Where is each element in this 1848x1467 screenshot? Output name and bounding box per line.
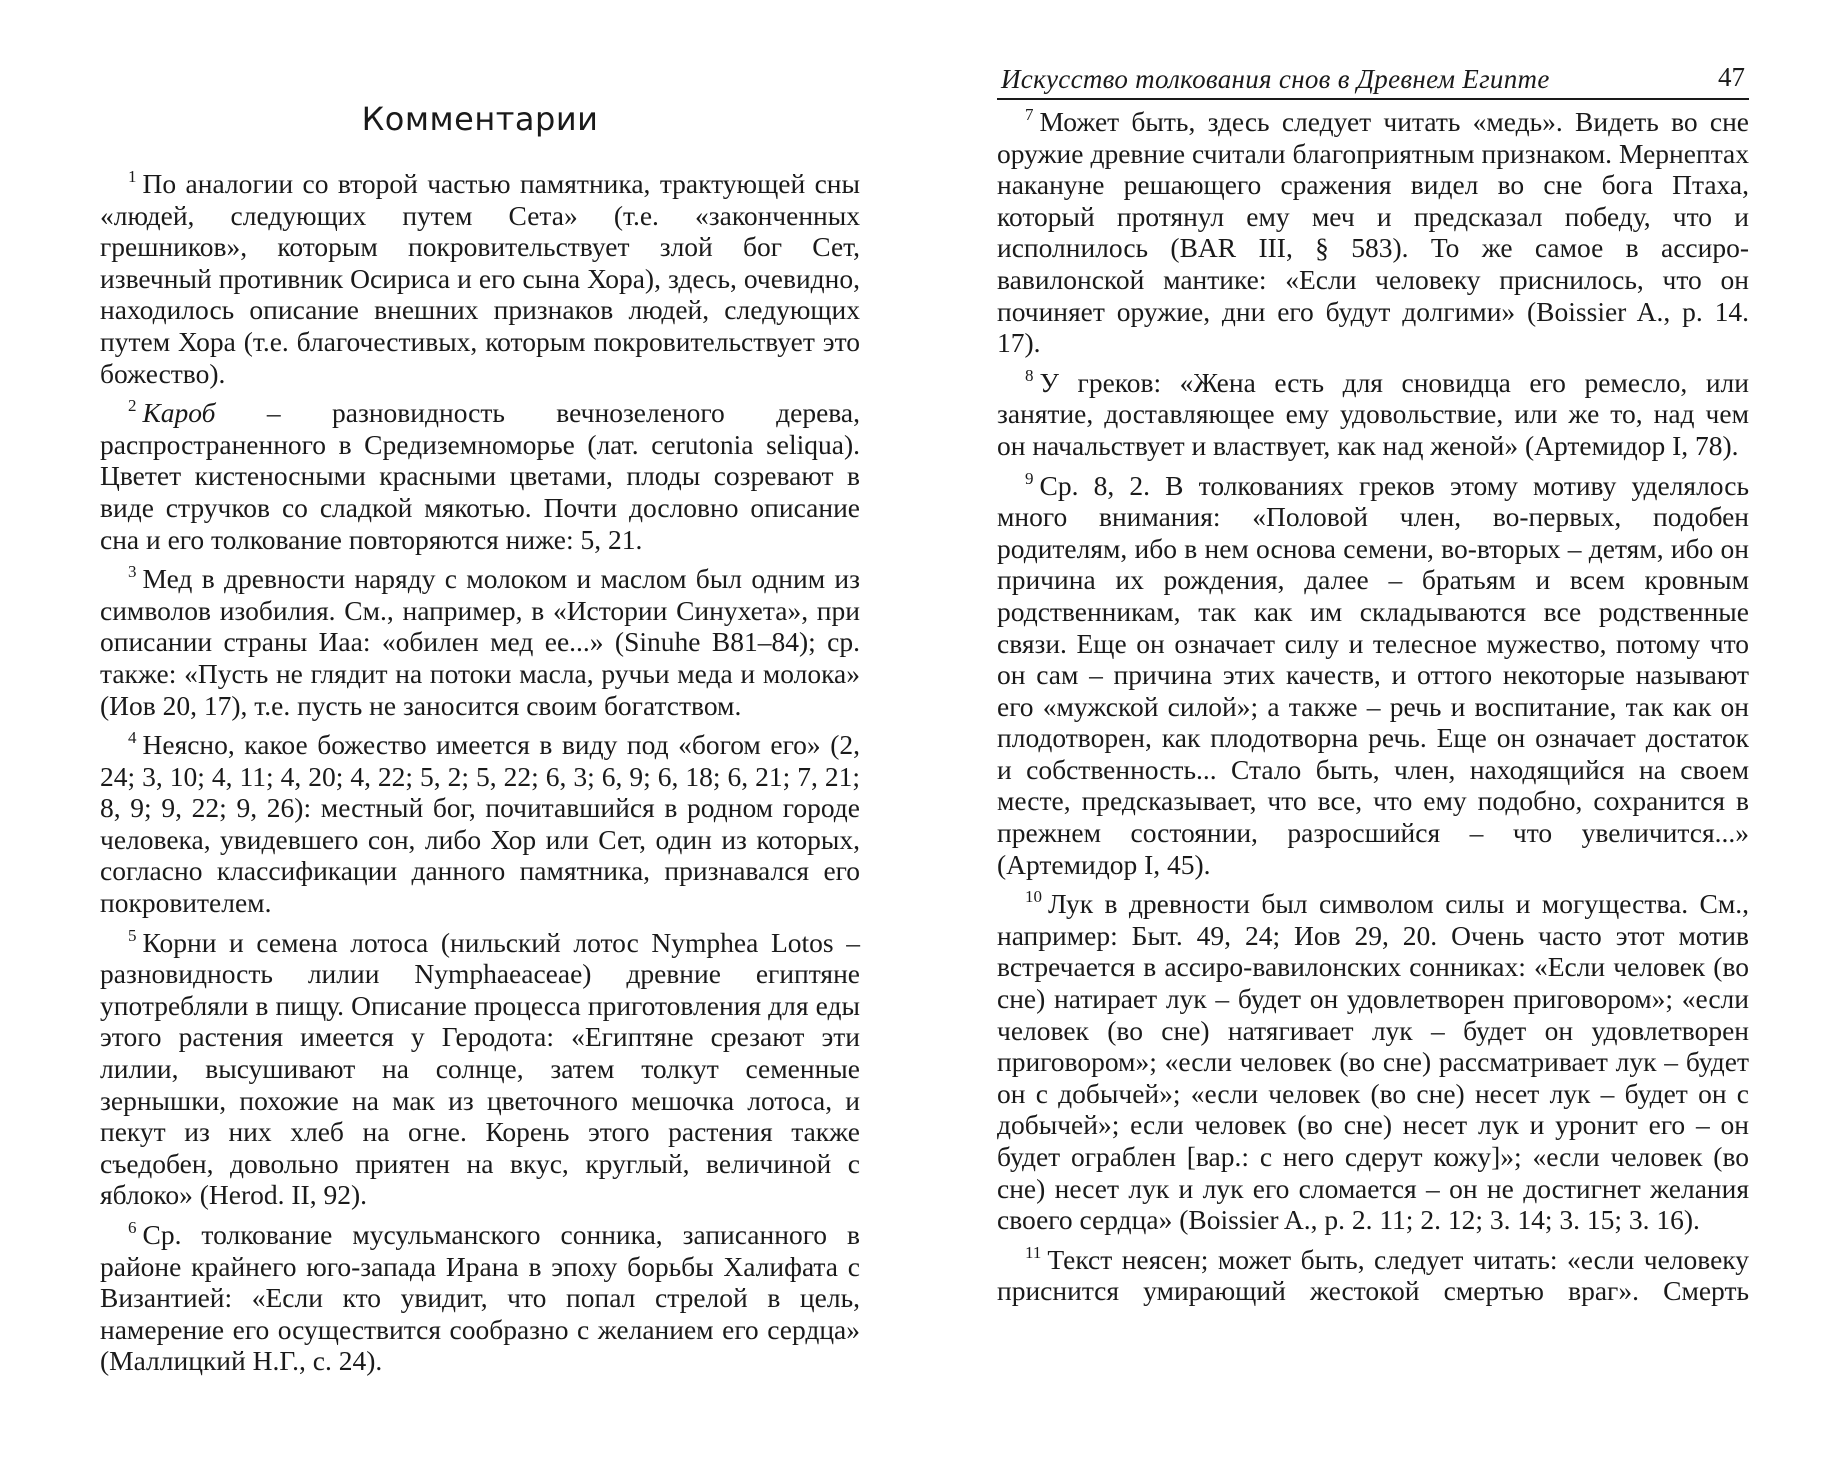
note-3 — [100, 563, 860, 721]
note-term: Кароб — [142, 397, 216, 429]
note-9 — [997, 470, 1749, 881]
running-head — [997, 58, 1749, 100]
note-6 — [100, 1219, 860, 1377]
note-number: 7 — [1025, 105, 1034, 124]
note-number: 4 — [128, 728, 137, 748]
right-notes — [997, 106, 1749, 1315]
note-text: Неясно, какое божество имеется в виду под «богом его» (2, 24; 3, 10; 4, 11; 4, 20; 4, 22; 5, 2; 5, 22; 6, 3; 6, 9; 6, 18; 6, 21; 7, 21; 8, 9; 9, 22; 9, 26): местный бог, почитавшийся в родном городе человека, увидевшего сон, либо Хор или Сет, один из которых, согласно классификации данного памятника, признавался его покровителем. — [100, 729, 860, 919]
note-text: Мед в древности наряду с молоком и маслом был одним из символов изобилия. См., например, в «Истории Синухета», при описании страны Иаа: «обилен мед ее...» (Sinuhe B81–84); ср. также: «Пусть не глядит на потоки масла, ручьи меда и молока» (Иов 20, 17), т.е. пусть не заносится своим богатством. — [100, 563, 860, 721]
note-4 — [100, 729, 860, 919]
note-8 — [997, 367, 1749, 462]
note-5 — [100, 927, 860, 1211]
note-10 — [997, 888, 1749, 1236]
note-text: Лук в древности был символом силы и могущества. См., например: Быт. 49, 24; Иов 29, 20. Очень часто этот мотив встречается в ассиро-вавилонских сонниках: «Если человек (во сне) натирает лук – будет он удовлетворен приговором»; «если человек (во сне) натягивает лук – будет он удовлетворен приговором»; «если человек (во сне) рассматривает лук – будет он с добычей»; «если человек (во сне) несет лук – будет он с добычей»; если человек (во сне) несет лук и уронит его – он будет ограблен [вар.: с него сдерут кожу]»; «если человек (во сне) несет лук и лук его сломается – он не достигнет желания своего сердца» (Boissier A., p. 2. 11; 2. 12; 3. 14; 3. 15; 3. 16). — [997, 888, 1749, 1236]
note-text: – разновидность вечнозеленого дерева, распространенного в Средиземноморье (лат. cerutonia seliqua). Цветет кистеносными красными цветами, плоды созревают в виде стручков со сладкой мякотью. Почти дословно описание сна и его толкование повторяются ниже: 5, 21. — [100, 397, 860, 555]
note-text: Может быть, здесь следует читать «медь». Видеть во сне оружие древние считали благоприятным признаком. Мернептах накануне решающего сражения видел во сне бога Птаха, который протянул ему меч и предсказал победу, что и исполнилось (BAR III, § 583). То же самое в ассиро-вавилонской мантике: «Если человеку приснилось, что он починяет оружие, дни его будут долгими» (Boissier A., p. 14. 17). — [997, 106, 1749, 359]
running-title: Искусство толкования снов в Древнем Египте — [1001, 64, 1550, 94]
note-number: 3 — [128, 562, 137, 582]
note-text: Ср. толкование мусульманского сонника, записанного в районе крайнего юго-запада Ирана в эпоху борьбы Халифата с Византией: «Если кто увидит, что попал стрелой в цель, намерение его осуществится сообразно с желанием его сердца» (Маллицкий Н.Г., с. 24). — [100, 1219, 860, 1377]
left-notes — [100, 168, 860, 1385]
page-heading: Комментарии — [361, 100, 599, 138]
note-text: У греков: «Жена есть для сновидца его ремесло, или занятие, доставляющее ему удовольствие, или же то, над чем он начальствует и властвует, как над женой» (Артемидор I, 78). — [997, 366, 1749, 461]
note-number: 10 — [1025, 887, 1042, 907]
page-number: 47 — [1718, 62, 1745, 92]
note-11 — [997, 1244, 1749, 1307]
note-7 — [997, 106, 1749, 359]
note-number: 2 — [128, 396, 137, 416]
note-number: 5 — [128, 925, 137, 945]
note-number: 1 — [128, 167, 137, 186]
note-number: 6 — [128, 1218, 137, 1237]
note-number: 11 — [1025, 1242, 1042, 1262]
note-2 — [100, 397, 860, 555]
note-text: Корни и семена лотоса (нильский лотос Nymphea Lotos – разновидность лилии Nymphaeaceae) древние египтяне употребляли в пищу. Описание процесса приготовления для еды этого растения имеется у Геродота: «Египтяне срезают эти лилии, высушивают на солнце, затем толкут семенные зернышки, похожие на мак из цветочного мешочка лотоса, и пекут из них хлеб на огне. Корень этого растения также съедобен, довольно приятен на вкус, круглый, величиной с яблоко» (Herod. II, 92). — [100, 926, 860, 1211]
note-number: 9 — [1025, 468, 1034, 488]
note-text: По аналогии со второй частью памятника, трактующей сны «людей, следующих путем Сета» (т.е. «законченных грешников», которым покровительствует злой бог Сет, извечный противник Осириса и его сына Хора), здесь, очевидно, находилось описание внешних признаков людей, следующих путем Хора (т.е. благочестивых, которым покровительствует это божество). — [100, 168, 860, 389]
note-number: 8 — [1025, 365, 1034, 385]
note-text: Текст неясен; может быть, следует читать: «если человеку приснится умирающий жестокой смертью враг». Смерть — [997, 1243, 1749, 1307]
note-text: Ср. 8, 2. В толкованиях греков этому мотиву уделялось много внимания: «Половой член, во-первых, подобен родителям, ибо в нем основа семени, во-вторых – детям, ибо он причина их рождения, далее – братьям и всем кровным родственникам, так как им складываются все родственные связи. Еще он означает силу и телесное мужество, потому что он сам – причина этих качеств, и оттого некоторые называют его «мужской силой»; а также – речь и воспитание, так как он плодотворен, как плодотворна речь. Еще он означает достаток и собственность... Стало быть, член, находящийся на своем месте, предсказывает, что все, что ему подобно, сохранится в прежнем состоянии, разросшийся – что увеличится...» (Артемидор I, 45). — [997, 469, 1749, 880]
note-1 — [100, 168, 860, 389]
